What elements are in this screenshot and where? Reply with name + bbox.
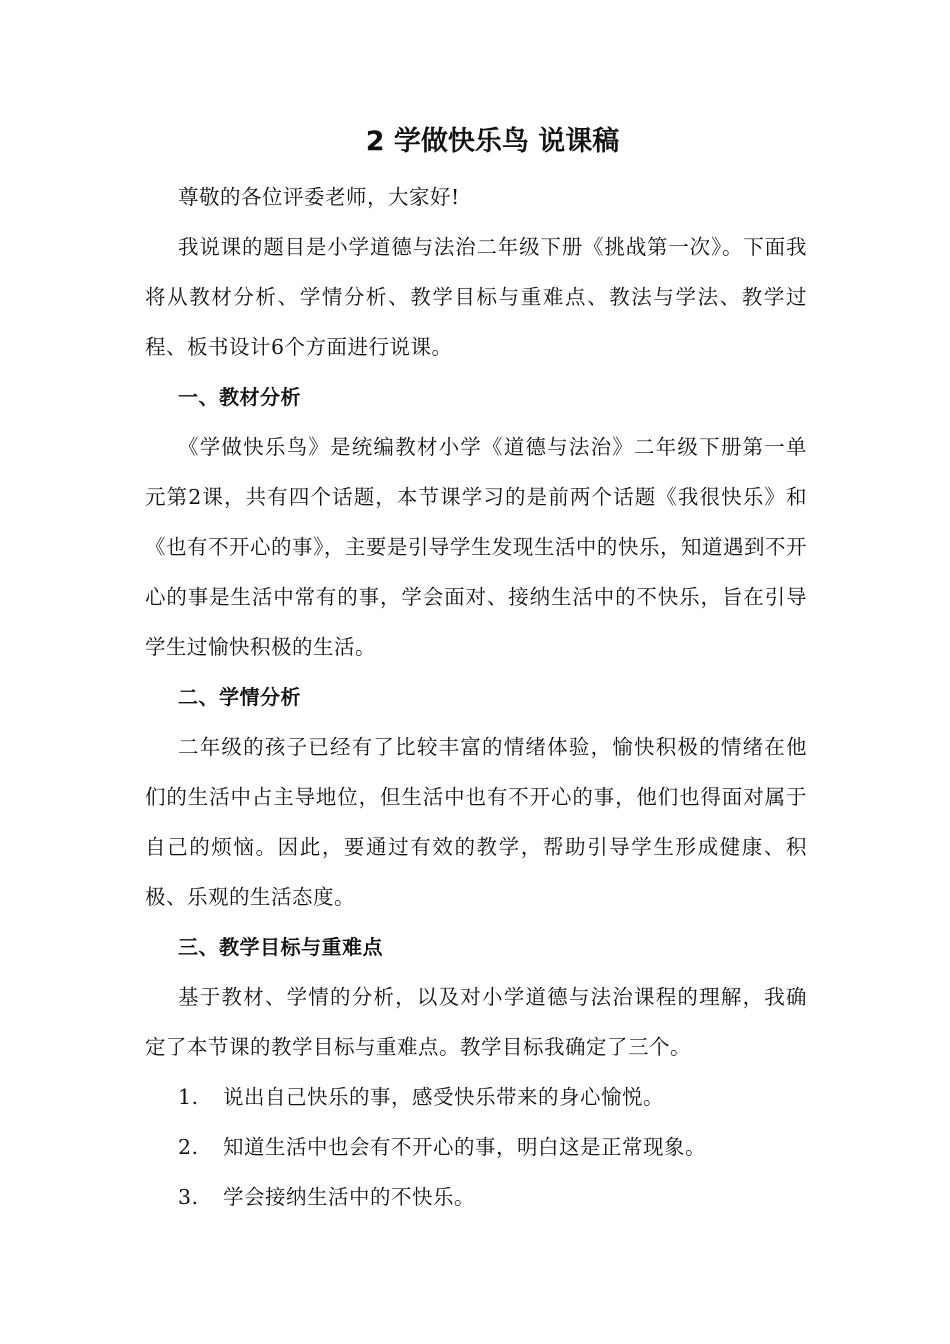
list-item-text: 说出自己快乐的事，感受快乐带来的身心愉悦。	[223, 1085, 664, 1109]
section-heading-student-analysis: 二、学情分析	[178, 685, 301, 709]
section-body-textbook-analysis: 《学做快乐鸟》是统编教材小学《道德与法治》二年级下册第一单元第2课，共有四个话题，本节课学习的是前两个话题《我很快乐》和《也有不开心的事》，主要是引导学生发现生活中的快乐，知道遇到不开心的事是生活中常有的事，学会面对、接纳生活中的不快乐，旨在引导学生过愉快积极的生活。	[145, 435, 807, 659]
document-title: 2 学做快乐鸟 说课稿	[365, 126, 620, 157]
list-item	[145, 1172, 807, 1222]
section-heading-textbook-analysis: 一、教材分析	[178, 385, 301, 409]
greeting-paragraph: 尊敬的各位评委老师，大家好!	[178, 185, 460, 209]
list-item-number: 1.	[178, 1085, 199, 1109]
list-item-number: 2.	[178, 1135, 199, 1159]
section-body-teaching-goals: 基于教材、学情的分析，以及对小学道德与法治课程的理解，我确定了本节课的教学目标与重难点。教学目标我确定了三个。	[145, 985, 807, 1059]
section-body-student-analysis: 二年级的孩子已经有了比较丰富的情绪体验，愉快积极的情绪在他们的生活中占主导地位，但生活中也有不开心的事，他们也得面对属于自己的烦恼。因此，要通过有效的教学，帮助引导学生形成健康、积极、乐观的生活态度。	[145, 735, 807, 909]
document-body	[145, 172, 807, 1222]
list-item-number: 3.	[178, 1185, 199, 1209]
list-item	[145, 1122, 807, 1172]
list-item-text: 知道生活中也会有不开心的事，明白这是正常现象。	[223, 1135, 706, 1159]
intro-paragraph: 我说课的题目是小学道德与法治二年级下册《挑战第一次》。下面我将从教材分析、学情分析、教学目标与重难点、教法与学法、教学过程、板书设计6个方面进行说课。	[145, 235, 807, 359]
teaching-goals-list	[145, 1072, 807, 1222]
list-item	[145, 1072, 807, 1122]
list-item-text: 学会接纳生活中的不快乐。	[223, 1185, 475, 1209]
section-heading-teaching-goals: 三、教学目标与重难点	[178, 935, 383, 959]
